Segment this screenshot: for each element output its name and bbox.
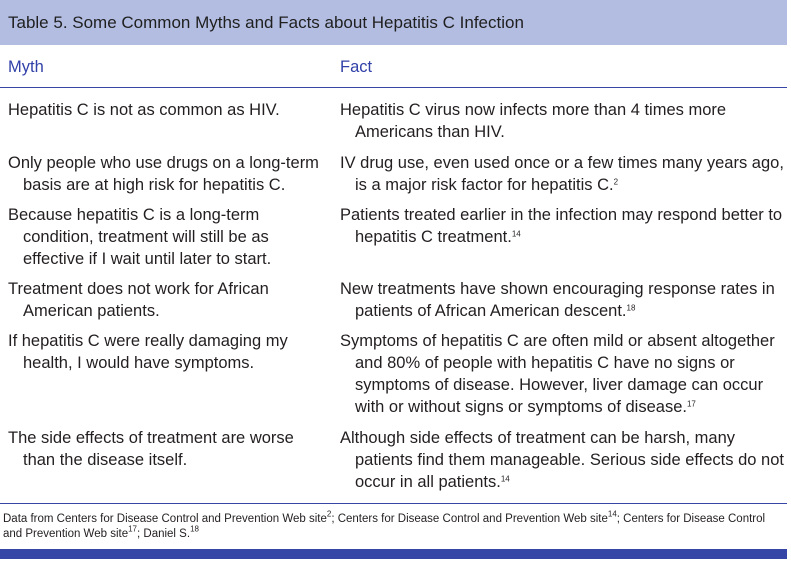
fact-reference: 18 [626,303,636,313]
table-title: Table 5. Some Common Myths and Facts about Hepatitis C Infection [8,13,524,32]
footnote-reference: 17 [128,524,137,534]
myth-cell [8,278,330,322]
myth-cell [8,330,330,374]
myth-cell [8,99,330,121]
fact-cell [340,330,785,418]
fact-cell [340,427,785,493]
fact-reference: 17 [686,399,696,409]
fact-cell [340,278,785,322]
fact-cell [340,99,785,143]
fact-text: New treatments have shown encouraging response rates in patients of African American descent. [340,280,775,320]
fact-text: IV drug use, even used once or a few times many years ago, is a major risk factor for hepatitis C. [340,154,784,194]
fact-reference: 2 [613,177,619,187]
fact-text: Patients treated earlier in the infection may respond better to hepatitis C treatment. [340,206,783,246]
footnote-reference: 18 [190,524,199,534]
column-header-fact: Fact [340,58,373,76]
myth-text: Treatment does not work for African American patients. [8,280,269,320]
fact-text: Symptoms of hepatitis C are often mild or absent altogether and 80% of people with hepatitis C have no signs or symptoms of disease. However, liver damage can occur with or without signs or symptoms of disease. [340,332,775,416]
myth-text: Hepatitis C is not as common as HIV. [8,101,280,119]
fact-text: Although side effects of treatment can be harsh, many patients find them manageable. Serious side effects do not occur in all patients. [340,429,784,491]
footer-divider [0,503,787,504]
table-bottom-bar [0,549,787,559]
table-title-bar [0,0,787,45]
footnote-reference: 2 [326,509,332,519]
fact-cell [340,204,785,248]
fact-cell [340,152,785,196]
header-divider [0,87,787,88]
myth-cell [8,204,330,270]
myth-text: Because hepatitis C is a long-term condition, treatment will still be as effective if I wait until later to start. [8,206,272,268]
myth-text: If hepatitis C were really damaging my health, I would have symptoms. [8,332,288,372]
footnote-reference: 14 [607,509,617,519]
myth-text: The side effects of treatment are worse than the disease itself. [8,429,294,469]
fact-reference: 14 [511,229,521,239]
myth-cell [8,427,330,471]
fact-reference: 14 [500,474,510,484]
myth-cell [8,152,330,196]
fact-text: Hepatitis C virus now infects more than 4 times more Americans than HIV. [340,101,727,141]
column-header-myth: Myth [8,58,44,76]
myth-text: Only people who use drugs on a long-term basis are at high risk for hepatitis C. [8,154,319,194]
source-footnote: Data from Centers for Disease Control and Prevention Web site$^2$; Centers for Disease Control and Prevention Web site$^{14}$; Centers for Disease Control and Prevention Web site$^{17}$; Daniel S.$^{18}$ [3,509,766,540]
